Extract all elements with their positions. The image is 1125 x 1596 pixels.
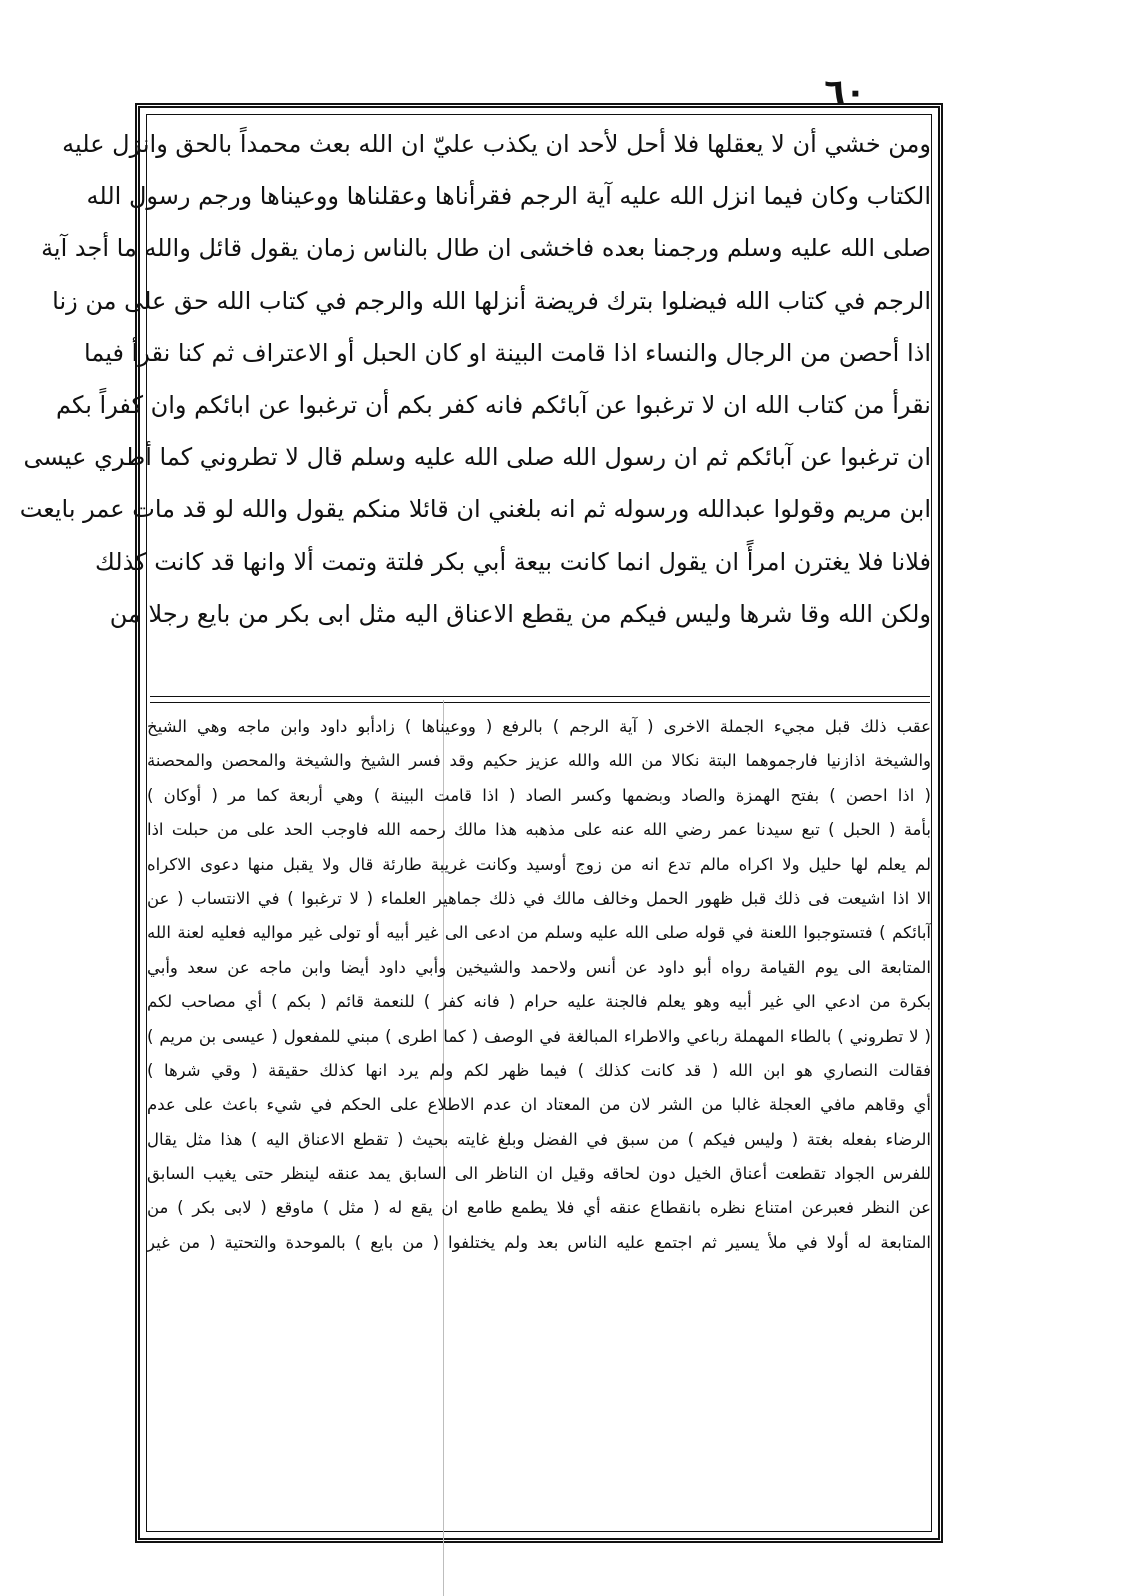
commentary-line: المتابعة له أولا في ملأ يسير ثم اجتمع عليه الناس بعد ولم يختلفوا ( من بايع ) بالموحدة والتحتية ( من غير — [147, 1232, 931, 1252]
commentary-line: الا اذا اشيعت فى ذلك قبل ظهور الحمل وخالف مالك في ذلك جماهير العلماء ( لا ترغبوا ) في الانتساب ( عن — [147, 888, 931, 908]
commentary-line: ( اذا احصن ) بفتح الهمزة والصاد وبضمها وكسر الصاد ( اذا قامت البينة ) وهي أربعة كما مر ( أوكان ) — [147, 785, 931, 805]
main-text-line: اذا أحصن من الرجال والنساء اذا قامت البينة او كان الحبل أو الاعتراف ثم كنا نقرأ فيما — [84, 338, 931, 367]
main-text-line: ان ترغبوا عن آبائكم ثم ان رسول الله صلى الله عليه وسلم قال لا تطروني كما أطري عيسى — [23, 443, 931, 472]
commentary-line: بكرة من ادعي الي غير أبيه وهو يعلم فالجنة عليه حرام ( فانه كفر ) للنعمة قائم ( بكم ) أي مصاحب لكم — [147, 992, 931, 1012]
commentary-line: ( لا تطروني ) بالطاء المهملة رباعي والاطراء المبالغة في الوصف ( كما اطرى ) مبني للمفعول ( عيسى بن مريم ) — [147, 1026, 931, 1046]
commentary-line: أي وقاهم مافي العجلة غالبا من الشر لان من المعتاد ان عدم الاطلاع على الحكم في شيء باعث على عدم — [147, 1095, 931, 1115]
main-text-line: ولكن الله وقا شرها وليس فيكم من يقطع الاعناق اليه مثل ابى بكر من بايع رجلا من — [109, 599, 931, 628]
section-divider-bottom — [150, 702, 930, 703]
commentary-line: والشيخة اذازنيا فارجموهما البتة نكالا من الله والله عزيز حكيم وقد فسر الشيخ والشيخة والمحصن والمحصنة — [147, 751, 931, 771]
commentary-block — [147, 710, 931, 1535]
commentary-line: بأمة ( الحبل ) تبع سيدنا عمر رضي الله عنه على مذهبه هذا مالك رحمه الله فاوجب الحد على من حبلت اذا — [147, 820, 931, 840]
commentary-line: للفرس الجواد تقطعت أعناق الخيل دون لحاقه وقيل ان الناظر الى السابق يمد عنقه لينظر حتى يغيب السابق — [147, 1164, 931, 1184]
commentary-line: لم يعلم لها حليل ولا اكراه مالم تدع انه من زوج أوسيد وكانت غريبة طارئة قال ولا يقبل منها دعوى الاكراه — [147, 854, 931, 874]
commentary-line: الرضاء بفعله بغتة ( وليس فيكم ) من سبق في الفضل وبلغ غايته بحيث ( تقطع الاعناق اليه ) هذا مثل يقال — [147, 1129, 931, 1149]
page-number: ٦٠ — [824, 72, 866, 112]
main-text-line: الرجم في كتاب الله فيضلوا بترك فريضة أنزلها الله والرجم في كتاب الله حق على من زنا — [52, 286, 931, 315]
section-divider-top — [150, 696, 930, 697]
main-text-line: ومن خشي أن لا يعقلها فلا أحل لأحد ان يكذب عليّ ان الله بعث محمداً بالحق وانزل عليه — [62, 130, 931, 158]
main-text-block — [19, 118, 931, 688]
main-text-line: فلانا فلا يغترن امرأً ان يقول انما كانت بيعة أبي بكر فلتة وتمت ألا وانها قد كانت كذلك — [95, 547, 931, 576]
commentary-line: فقالت النصاري هو ابن الله ( قد كانت كذلك ) فيما ظهر لكم ولم يرد انها كذلك حقيقة ( وقي شرها ) — [147, 1060, 931, 1080]
commentary-line: عن النظر فعبرعن امتناع نظره بانقطاع عنقه أي فلا يطمع طامع ان يقع له ( مثل ) ماوقع ( لابى بكر ) من — [147, 1198, 931, 1218]
main-text-line: صلى الله عليه وسلم ورجمنا بعده فاخشى ان طال بالناس زمان يقول قائل والله ما أجد آية — [41, 234, 931, 263]
main-text-line: نقرأ من كتاب الله ان لا ترغبوا عن آبائكم فانه كفر بكم أن ترغبوا عن ابائكم وان كفراً بكم — [55, 390, 931, 419]
main-text-line: ابن مريم وقولوا عبدالله ورسوله ثم انه بلغني ان قائلا منكم يقول والله لو قد مات عمر بايعت — [19, 495, 931, 524]
commentary-line: آبائكم ) فتستوجبوا اللعنة في قوله صلى الله عليه وسلم من ادعى الى غير أبيه أو تولى غير مواليه فعليه لعنة الله — [147, 923, 931, 943]
commentary-line: المتابعة الى يوم القيامة رواه أبو داود عن أنس ولاحمد والشيخين وأبي داود أيضا وابن ماجه عن سعد وأبي — [147, 957, 931, 977]
commentary-line: عقب ذلك قبل مجيء الجملة الاخرى ( آية الرجم ) بالرفع ( ووعيناها ) زادأبو داود وابن ماجه وهي الشيخ — [147, 717, 931, 736]
main-text-line: الكتاب وكان فيما انزل الله عليه آية الرجم فقرأناها وعقلناها ووعيناها ورجم رسول الله — [86, 182, 931, 211]
